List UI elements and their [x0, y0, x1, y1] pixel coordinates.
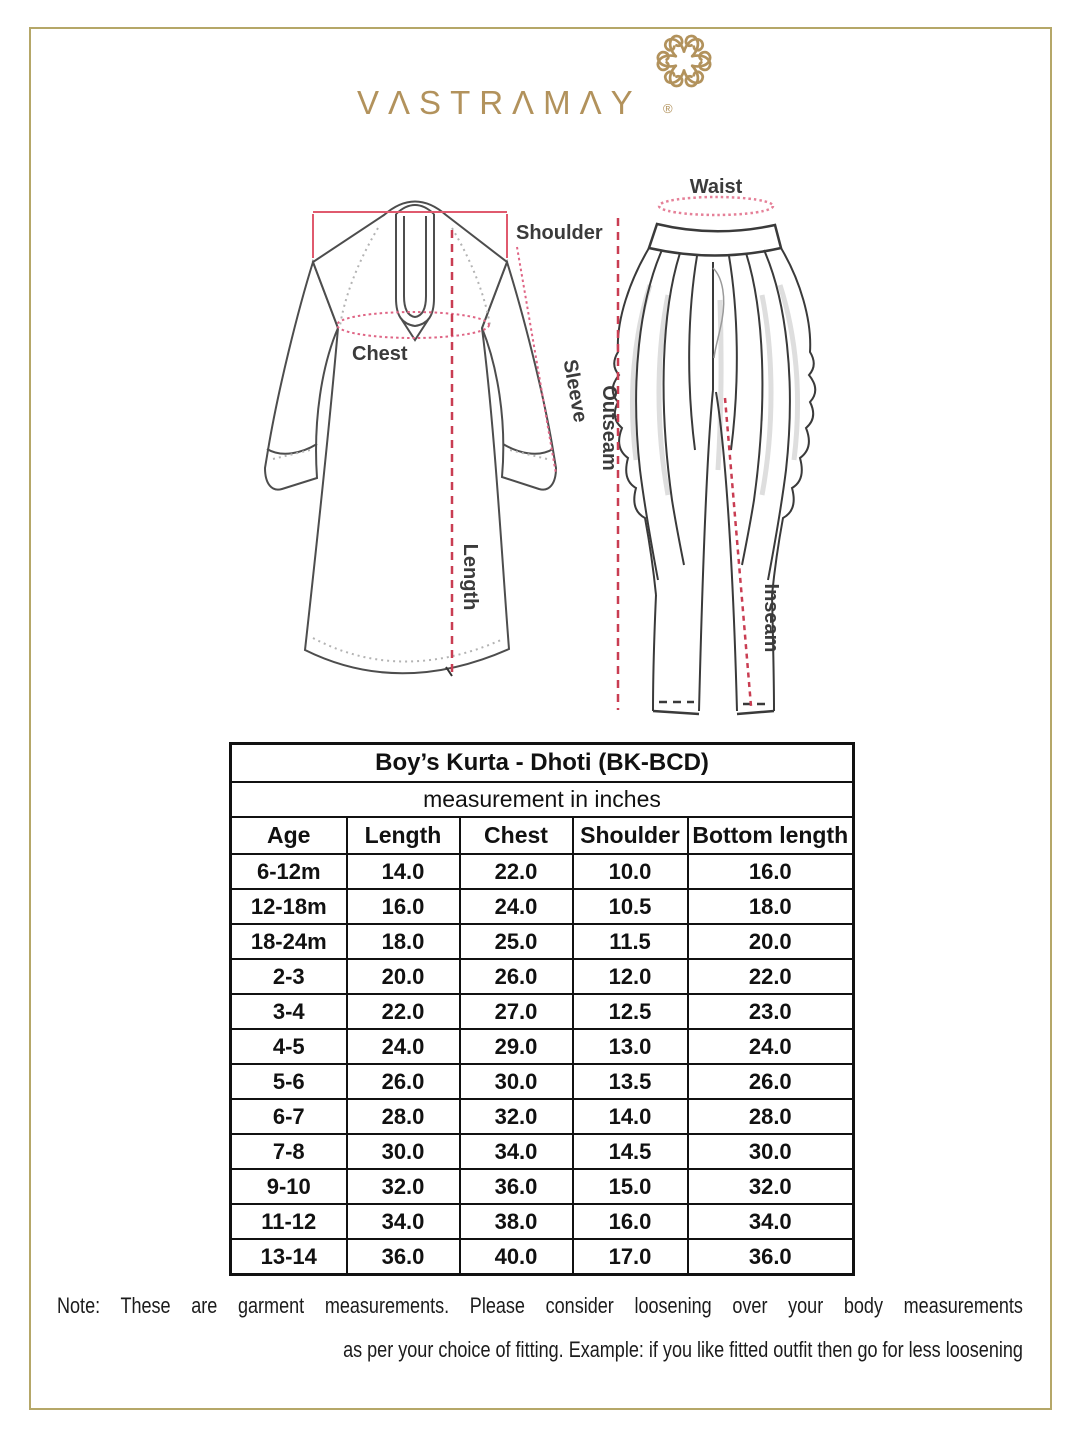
table-row [231, 1204, 854, 1239]
measurement-cell: 14.5 [573, 1134, 688, 1169]
table-row [231, 959, 854, 994]
measurement-cell: 16.0 [573, 1204, 688, 1239]
size-table-body [231, 854, 854, 1275]
measurement-cell: 26.0 [460, 959, 573, 994]
column-header-length: Length [347, 817, 460, 854]
measurement-cell: 10.0 [573, 854, 688, 889]
age-cell: 13-14 [231, 1239, 347, 1275]
measurement-cell: 23.0 [688, 994, 854, 1029]
measurement-cell: 28.0 [688, 1099, 854, 1134]
table-row [231, 994, 854, 1029]
sleeve-measure-label: Sleeve [558, 357, 592, 425]
measurement-cell: 24.0 [688, 1029, 854, 1064]
size-chart-subtitle: measurement in inches [231, 782, 854, 817]
size-chart-header-row [231, 817, 854, 854]
measurement-cell: 24.0 [347, 1029, 460, 1064]
measurement-cell: 34.0 [688, 1204, 854, 1239]
table-row [231, 889, 854, 924]
note-line-1: Note: These are garment measurements. Please consider loosening over your body measurements [57, 1293, 1023, 1318]
size-chart-table [229, 742, 855, 1276]
measurement-cell: 18.0 [688, 889, 854, 924]
measurement-cell: 36.0 [347, 1239, 460, 1275]
measurement-cell: 16.0 [688, 854, 854, 889]
measurement-cell: 36.0 [688, 1239, 854, 1275]
age-cell: 12-18m [231, 889, 347, 924]
measurement-cell: 30.0 [347, 1134, 460, 1169]
measurement-cell: 40.0 [460, 1239, 573, 1275]
column-header-chest: Chest [460, 817, 573, 854]
table-row [231, 1029, 854, 1064]
table-row [231, 1099, 854, 1134]
measurement-cell: 38.0 [460, 1204, 573, 1239]
measurement-cell: 20.0 [688, 924, 854, 959]
age-cell: 2-3 [231, 959, 347, 994]
table-row [231, 1064, 854, 1099]
length-measure-label: Length [459, 543, 481, 611]
age-cell: 4-5 [231, 1029, 347, 1064]
age-cell: 18-24m [231, 924, 347, 959]
table-row [231, 854, 854, 889]
measurement-cell: 18.0 [347, 924, 460, 959]
note-line-2: as per your choice of fitting. Example: if you like fitted outfit then go for less loosening [343, 1337, 1023, 1362]
shoulder-measure-label: Shoulder [516, 222, 603, 244]
measurement-cell: 27.0 [460, 994, 573, 1029]
measurement-cell: 32.0 [460, 1099, 573, 1134]
brand-wordmark: VΛSTRΛMΛY [357, 84, 642, 121]
age-cell: 11-12 [231, 1204, 347, 1239]
measurement-cell: 22.0 [688, 959, 854, 994]
measurement-cell: 32.0 [688, 1169, 854, 1204]
measurement-note [57, 1284, 1023, 1372]
measurement-cell: 13.5 [573, 1064, 688, 1099]
age-cell: 6-12m [231, 854, 347, 889]
table-row [231, 924, 854, 959]
measurement-cell: 30.0 [460, 1064, 573, 1099]
table-row [231, 1134, 854, 1169]
measurement-cell: 20.0 [347, 959, 460, 994]
garment-measurement-diagram [0, 150, 1080, 730]
inseam-measure-label: Inseam [760, 583, 782, 653]
measurement-cell: 12.5 [573, 994, 688, 1029]
waist-measure-label: Waist [689, 176, 743, 198]
table-row [231, 1239, 854, 1275]
size-chart [229, 742, 855, 1276]
measurement-cell: 26.0 [688, 1064, 854, 1099]
measurement-cell: 12.0 [573, 959, 688, 994]
measurement-cell: 17.0 [573, 1239, 688, 1275]
column-header-age: Age [231, 817, 347, 854]
registered-mark: ® [663, 101, 673, 116]
measurement-cell: 14.0 [573, 1099, 688, 1134]
measurement-cell: 14.0 [347, 854, 460, 889]
measurement-cell: 24.0 [460, 889, 573, 924]
measurement-cell: 11.5 [573, 924, 688, 959]
chest-measure-label: Chest [352, 343, 408, 365]
measurement-cell: 32.0 [347, 1169, 460, 1204]
age-cell: 7-8 [231, 1134, 347, 1169]
measurement-cell: 29.0 [460, 1029, 573, 1064]
measurement-cell: 25.0 [460, 924, 573, 959]
size-chart-title: Boy’s Kurta - Dhoti (BK-BCD) [231, 744, 854, 783]
age-cell: 3-4 [231, 994, 347, 1029]
measurement-cell: 16.0 [347, 889, 460, 924]
column-header-bottom-length: Bottom length [688, 817, 854, 854]
measurement-cell: 34.0 [460, 1134, 573, 1169]
measurement-cell: 36.0 [460, 1169, 573, 1204]
age-cell: 5-6 [231, 1064, 347, 1099]
measurement-cell: 22.0 [347, 994, 460, 1029]
measurement-cell: 22.0 [460, 854, 573, 889]
measurement-cell: 13.0 [573, 1029, 688, 1064]
measurement-cell: 26.0 [347, 1064, 460, 1099]
measurement-cell: 15.0 [573, 1169, 688, 1204]
outseam-measure-label: Outseam [598, 385, 620, 471]
column-header-shoulder: Shoulder [573, 817, 688, 854]
measurement-cell: 34.0 [347, 1204, 460, 1239]
measurement-cell: 10.5 [573, 889, 688, 924]
mandala-ornament-icon [654, 30, 714, 92]
table-row [231, 1169, 854, 1204]
age-cell: 9-10 [231, 1169, 347, 1204]
age-cell: 6-7 [231, 1099, 347, 1134]
measurement-cell: 30.0 [688, 1134, 854, 1169]
measurement-cell: 28.0 [347, 1099, 460, 1134]
